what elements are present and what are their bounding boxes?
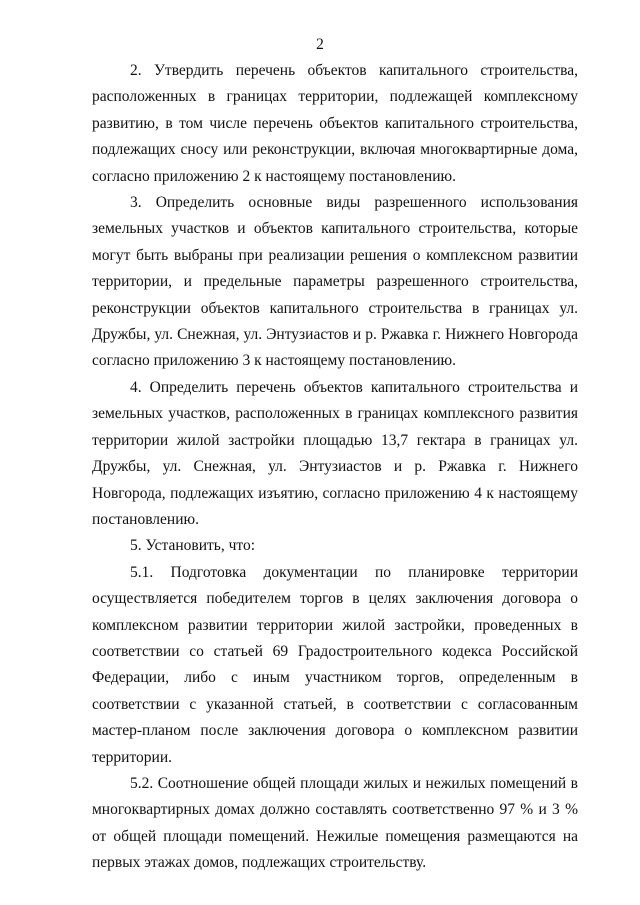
paragraph-2-approve-object-list: 2. Утвердить перечень объектов капитального строительства, расположенных в границах территории, подлежащей комплексному развитию, в том числе перечень объектов капитального строительства, подлежащих сносу или реконструкции, включая многоквартирные дома, согласно приложению 2 к настоящему постановлению. xyxy=(92,62,578,185)
document-body xyxy=(92,58,578,877)
paragraph-5-2-area-ratio: 5.2. Соотношение общей площади жилых и нежилых помещений в многоквартирных домах должно составлять соответственно 97 % и 3 % от общей площади помещений. Нежилые помещения размещаются на первых этажах домов, подлежащих строительству. xyxy=(92,774,578,872)
paragraph-5-1-planning-documentation: 5.1. Подготовка документации по планировке территории осуществляется победителем торгов в целях заключения договора о комплексном развитии территории жилой застройки, проведенных в соответствии со статьей 69 Градостроительного кодекса Российской Федерации, либо с иным участником торгов, определенным в соответствии с указанной статьей, в соответствии с согласованным мастер-планом после заключения договора о комплексном развитии территории. xyxy=(92,563,578,766)
page-number: 2 xyxy=(316,36,324,53)
paragraph-5-establish: 5. Установить, что: xyxy=(130,537,256,555)
paragraph-4-objects-for-seizure: 4. Определить перечень объектов капитального строительства и земельных участков, расположенных в границах комплексного развития территории жилой застройки площадью 13,7 гектара в границах ул. Дружбы, ул. Снежная, ул. Энтузиастов и р. Ржавка г. Нижнего Новгорода, подлежащих изъятию, согласно приложению 4 к настоящему постановлению. xyxy=(92,378,578,528)
paragraph-3-land-use-types: 3. Определить основные виды разрешенного использования земельных участков и объектов капитального строительства, которые могут быть выбраны при реализации решения о комплексном развитии территории, и предельные параметры разрешенного строительства, реконструкции объектов капитального строительства в границах ул. Дружбы, ул. Снежная, ул. Энтузиастов и р. Ржавка г. Нижнего Новгорода согласно приложению 3 к настоящему постановлению. xyxy=(92,194,578,370)
